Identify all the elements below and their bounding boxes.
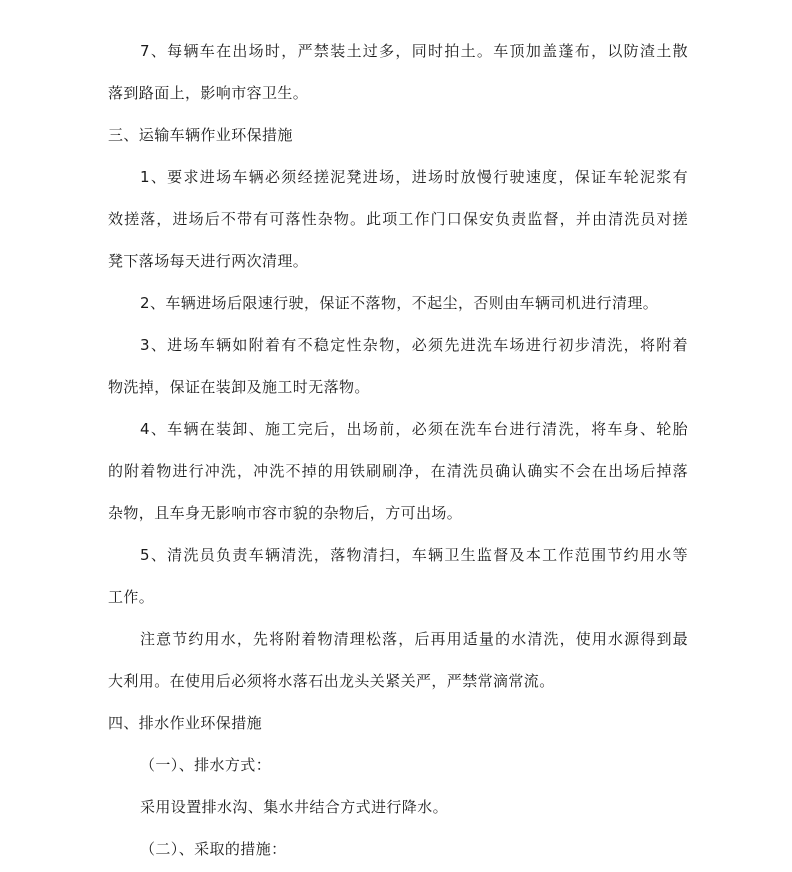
paragraph-line: 3、进场车辆如附着有不稳定性杂物，必须先进洗车场进行初步清洗，将附着 (140, 336, 688, 354)
paragraph-line: 大利用。在使用后必须将水落石出龙头关紧关严，严禁常滴常流。 (108, 672, 555, 690)
section-heading-drainage: 四、排水作业环保措施 (108, 714, 263, 732)
paragraph-line: 注意节约用水，先将附着物清理松落，后再用适量的水清洗，使用水源得到最 (140, 630, 688, 648)
paragraph-line: 采用设置排水沟、集水井结合方式进行降水。 (140, 798, 449, 816)
paragraph-line: 效搓落，进场后不带有可落性杂物。此项工作门口保安负责监督，并由清洗员对搓 (108, 210, 688, 228)
paragraph-line: 1、要求进场车辆必须经搓泥凳进场，进场时放慢行驶速度，保证车轮泥浆有 (140, 168, 688, 186)
paragraph-line: 2、车辆进场后限速行驶，保证不落物，不起尘，否则由车辆司机进行清理。 (140, 294, 659, 312)
paragraph-line: 工作。 (108, 588, 155, 606)
paragraph-line: 凳下落场每天进行两次清理。 (108, 252, 309, 270)
paragraph-line: 落到路面上，影响市容卫生。 (108, 84, 309, 102)
paragraph-line: 5、清洗员负责车辆清洗，落物清扫，车辆卫生监督及本工作范围节约用水等 (140, 546, 688, 564)
paragraph-line: 的附着物进行冲洗，冲洗不掉的用铁刷刷净，在清洗员确认确实不会在出场后掉落 (108, 462, 688, 480)
paragraph-line: 杂物，且车身无影响市容市貌的杂物后，方可出场。 (108, 504, 463, 522)
paragraph-line: 物洗掉，保证在装卸及施工时无落物。 (108, 378, 370, 396)
paragraph-line: 7、每辆车在出场时，严禁装土过多，同时拍土。车顶加盖蓬布，以防渣土散 (140, 42, 688, 60)
subheading-drainage-method: （一）、排水方式： (140, 756, 272, 774)
subheading-measures: （二）、采取的措施： (140, 840, 287, 858)
section-heading-transport: 三、运输车辆作业环保措施 (108, 126, 293, 144)
document-page (108, 30, 688, 870)
paragraph-line: 4、车辆在装卸、施工完后，出场前，必须在洗车台进行清洗，将车身、轮胎 (140, 420, 688, 438)
